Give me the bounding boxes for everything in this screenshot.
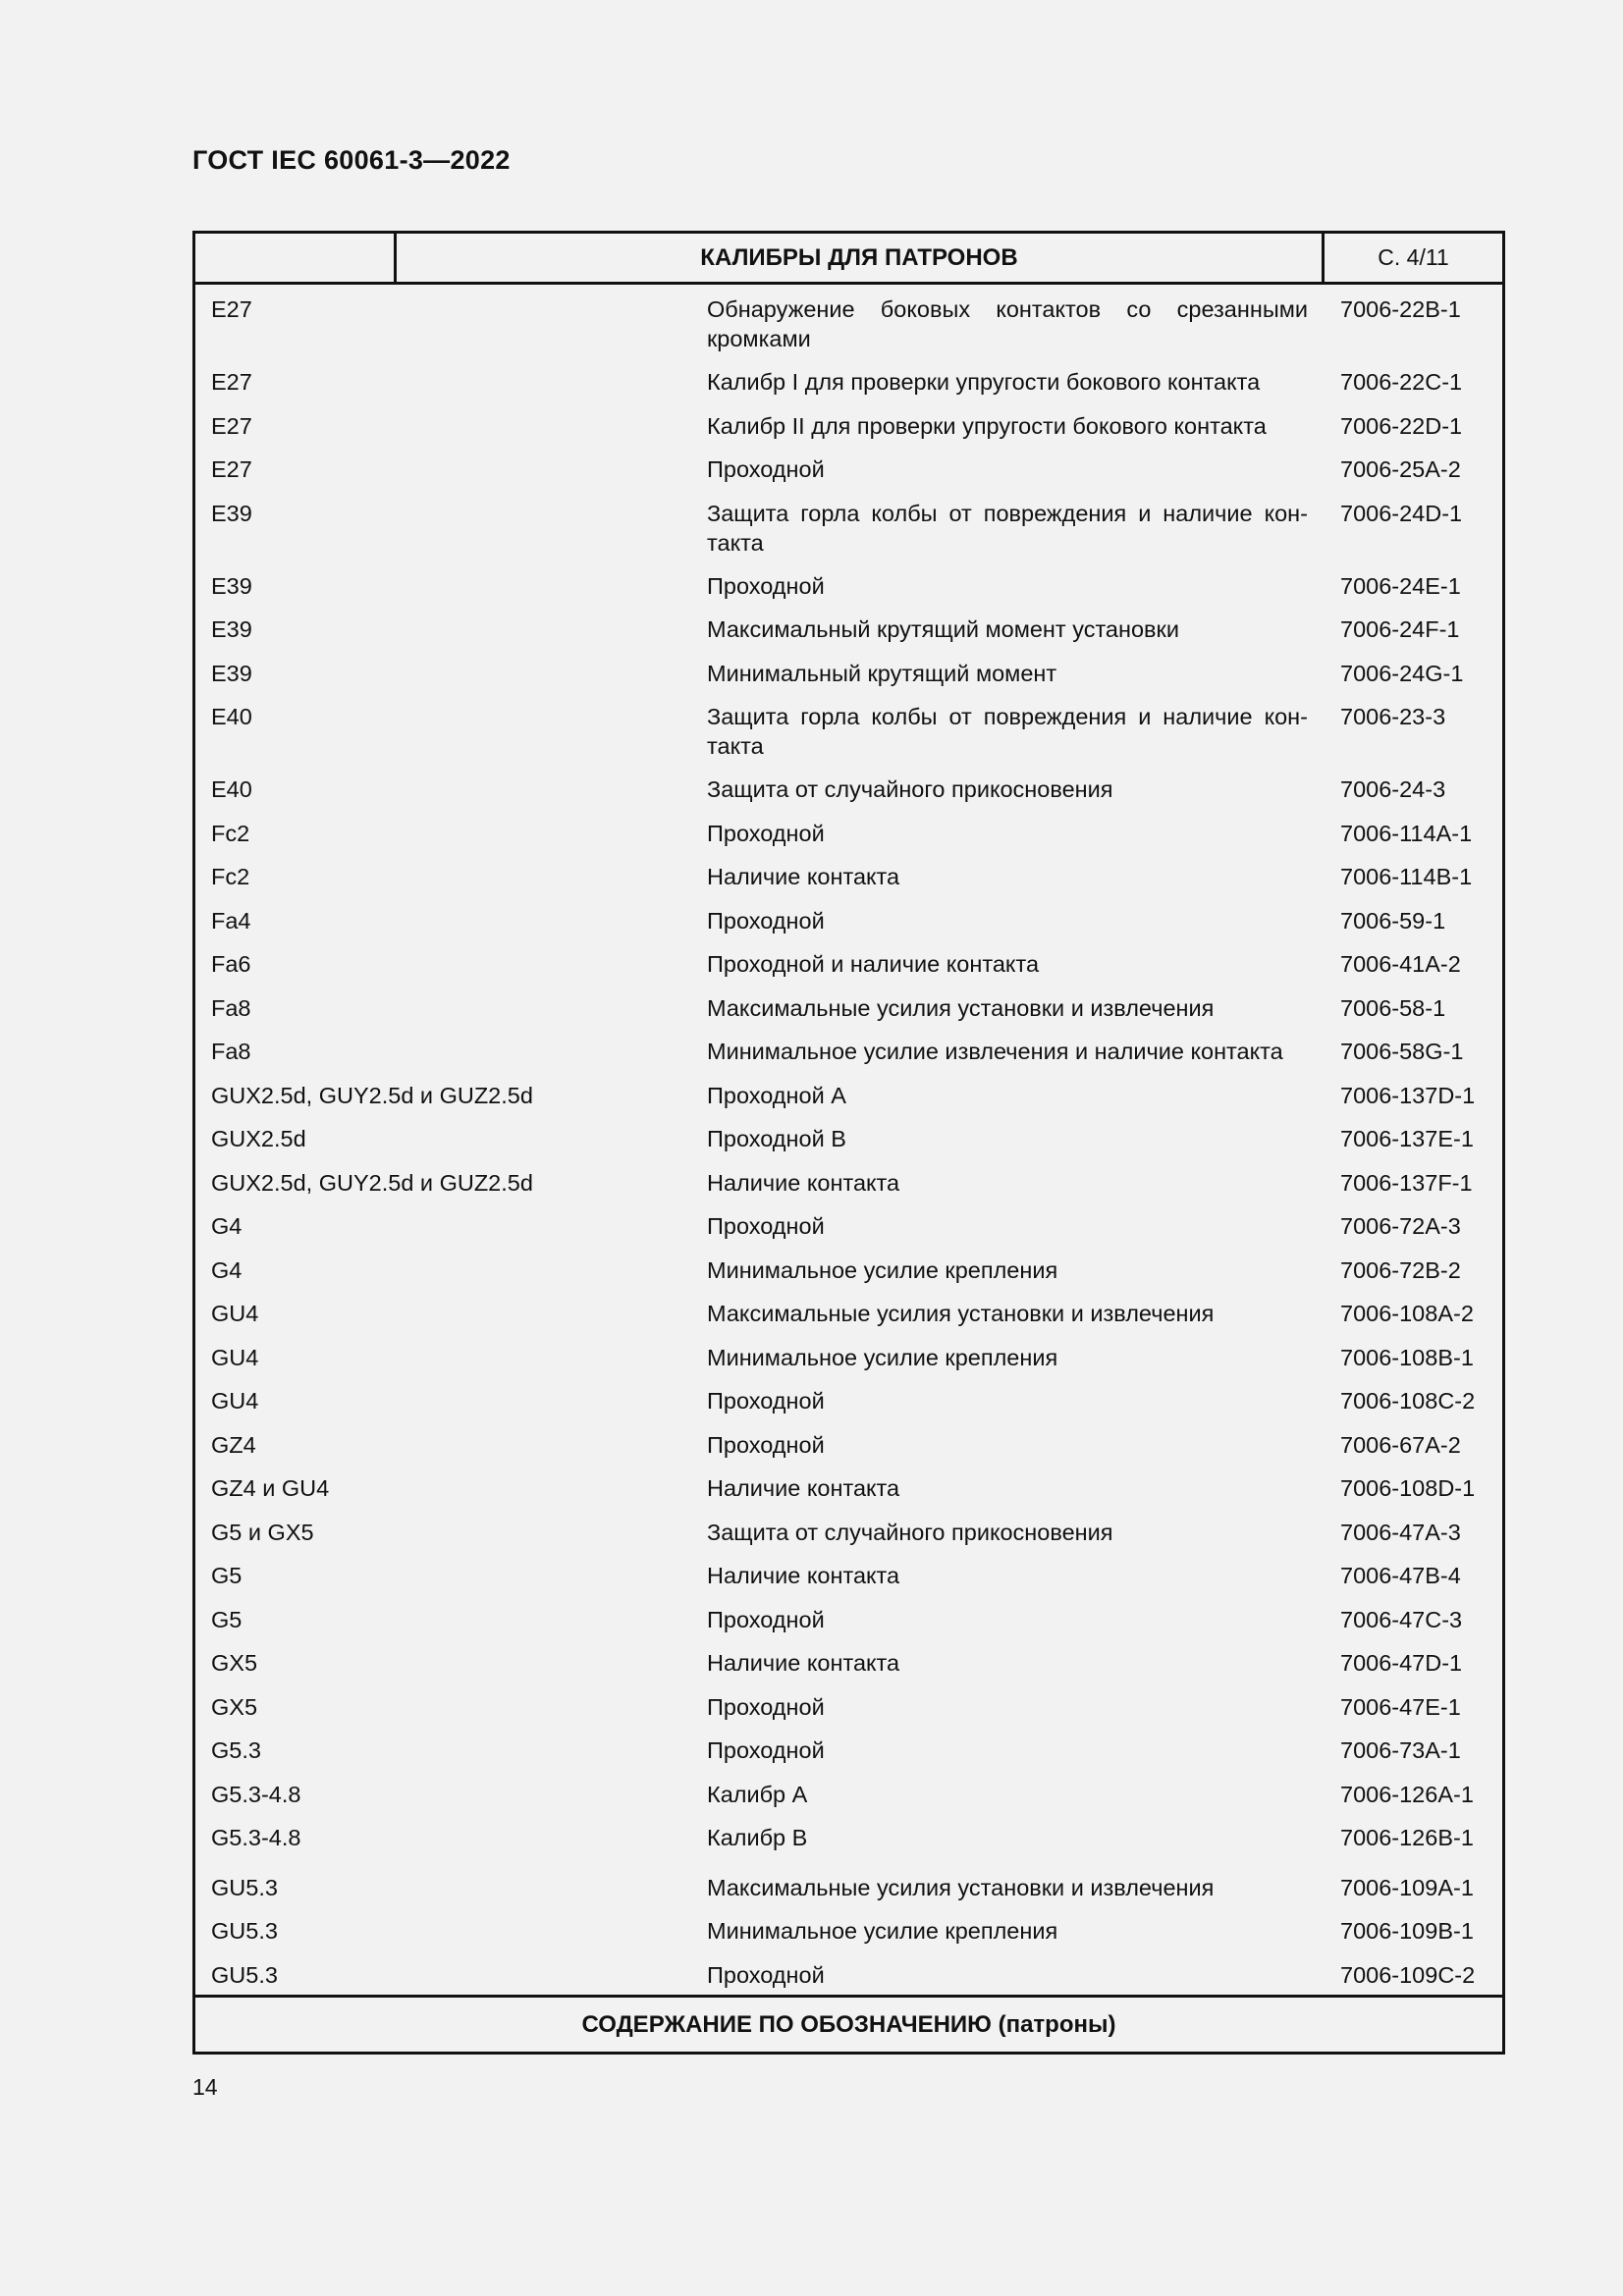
cap-designation: GU4: [211, 1301, 259, 1326]
sheet-code: 7006-47E-1: [1340, 1693, 1461, 1720]
cap-designation: E39: [211, 616, 252, 642]
sheet-code: 7006-47D-1: [1340, 1650, 1463, 1676]
cap-designation: E27: [211, 369, 252, 395]
sheet-code: 7006-108C-2: [1340, 1388, 1476, 1414]
table-row: [195, 862, 1502, 906]
table-row: [195, 1124, 1502, 1168]
table-row: [195, 1473, 1502, 1518]
description-line: Защита от случайного прикосновения: [707, 1519, 1113, 1545]
cap-designation: G4: [211, 1256, 243, 1283]
sheet-code: 7006-126B-1: [1340, 1825, 1474, 1850]
description-line: Защита горла колбы от повреждения и наличие кон-: [707, 704, 1308, 729]
sheet-code: 7006-24F-1: [1340, 616, 1460, 642]
table-row: [195, 367, 1502, 411]
cap-designation: GZ4 и GU4: [211, 1475, 330, 1501]
gauges-table: [192, 231, 1505, 2055]
table-row: [195, 454, 1502, 499]
sheet-code: 7006-22D-1: [1340, 412, 1463, 439]
sheet-code: 7006-23-3: [1340, 704, 1446, 729]
description-line: Проходной: [707, 1388, 825, 1414]
cap-designation: G4: [211, 1213, 243, 1239]
description-line: Максимальный крутящий момент установки: [707, 616, 1179, 642]
table-row: [195, 1037, 1502, 1081]
description-line: Проходной: [707, 456, 825, 482]
cap-designation: E40: [211, 704, 252, 729]
sheet-code: 7006-114A-1: [1340, 820, 1473, 846]
cap-designation: GUX2.5d: [211, 1126, 306, 1151]
table-row: [195, 1916, 1502, 1960]
cap-designation: GX5: [211, 1693, 258, 1720]
table-row: [195, 774, 1502, 819]
cap-designation: GU4: [211, 1344, 259, 1370]
description-line: Минимальное усилие крепления: [707, 1918, 1058, 1944]
sheet-code: 7006-59-1: [1340, 907, 1446, 934]
header-sheet: С. 4/11: [1378, 244, 1449, 270]
table-row: [195, 993, 1502, 1038]
cap-designation: G5.3: [211, 1737, 261, 1763]
table-row: [195, 1873, 1502, 1917]
table-row: [195, 1386, 1502, 1430]
sheet-code: 7006-58-1: [1340, 994, 1446, 1021]
cap-designation: GX5: [211, 1650, 258, 1676]
sheet-code: 7006-72B-2: [1340, 1256, 1461, 1283]
cap-designation: G5.3-4.8: [211, 1781, 301, 1807]
cap-designation: Fa8: [211, 994, 251, 1021]
cap-designation: GUX2.5d, GUY2.5d и GUZ2.5d: [211, 1169, 533, 1196]
cap-designation: E39: [211, 660, 252, 686]
table-row: [195, 1343, 1502, 1387]
cap-designation: GUX2.5d, GUY2.5d и GUZ2.5d: [211, 1082, 533, 1108]
cap-designation: E27: [211, 412, 252, 439]
description-line: Наличие контакта: [707, 1169, 900, 1196]
sheet-code: 7006-109C-2: [1340, 1961, 1476, 1988]
description-line: Проходной: [707, 1431, 825, 1458]
cap-designation: G5: [211, 1563, 243, 1588]
cap-designation: G5 и GX5: [211, 1519, 314, 1545]
description-line: Проходной: [707, 1693, 825, 1720]
description-line-continued: кромками: [707, 326, 811, 351]
description-line: Наличие контакта: [707, 1563, 900, 1588]
sheet-code: 7006-108A-2: [1340, 1301, 1474, 1326]
description-line: Проходной: [707, 820, 825, 846]
description-line: Проходной: [707, 1961, 825, 1988]
table-row: [195, 906, 1502, 950]
description-line: Минимальный крутящий момент: [707, 660, 1057, 686]
description-line: Максимальные усилия установки и извлечения: [707, 994, 1215, 1021]
cap-designation: GZ4: [211, 1431, 256, 1458]
sheet-code: 7006-47C-3: [1340, 1606, 1463, 1632]
description-line: Калибр I для проверки упругости бокового контакта: [707, 369, 1261, 395]
cap-designation: E40: [211, 776, 252, 802]
sheet-code: 7006-24E-1: [1340, 572, 1461, 599]
sheet-code: 7006-67A-2: [1340, 1431, 1461, 1458]
sheet-code: 7006-72A-3: [1340, 1213, 1461, 1239]
table-row: [195, 1780, 1502, 1824]
table-row: [195, 702, 1502, 774]
cap-designation: E27: [211, 456, 252, 482]
description-line: Минимальное усилие извлечения и наличие контакта: [707, 1039, 1283, 1064]
table-row: [195, 949, 1502, 993]
table-body: [195, 285, 1502, 2003]
description-line: Максимальные усилия установки и извлечения: [707, 1874, 1215, 1900]
table-row: [195, 571, 1502, 615]
sheet-code: 7006-114B-1: [1340, 864, 1473, 889]
sheet-code: 7006-47A-3: [1340, 1519, 1461, 1545]
table-row: [195, 1299, 1502, 1343]
table-row: [195, 1081, 1502, 1125]
table-header: [195, 234, 1502, 285]
description-line: Наличие контакта: [707, 1650, 900, 1676]
cap-designation: GU5.3: [211, 1961, 278, 1988]
sheet-code: 7006-58G-1: [1340, 1039, 1464, 1064]
table-row: [195, 1692, 1502, 1736]
table-row: [195, 499, 1502, 571]
sheet-code: 7006-22C-1: [1340, 369, 1463, 395]
cap-designation: GU5.3: [211, 1874, 278, 1900]
description-line: Проходной: [707, 1737, 825, 1763]
cap-designation: Fa6: [211, 951, 251, 977]
sheet-code: 7006-126A-1: [1340, 1781, 1474, 1807]
sheet-code: 7006-22B-1: [1340, 296, 1461, 322]
description-line: Наличие контакта: [707, 864, 900, 889]
sheet-code: 7006-73A-1: [1340, 1737, 1461, 1763]
cap-designation: G5.3-4.8: [211, 1825, 301, 1850]
cap-designation: Fa8: [211, 1039, 251, 1064]
table-row: [195, 411, 1502, 455]
description-line: Максимальные усилия установки и извлечения: [707, 1301, 1215, 1326]
description-line: Проходной А: [707, 1082, 846, 1108]
sheet-code: 7006-137E-1: [1340, 1126, 1474, 1151]
description-line: Минимальное усилие крепления: [707, 1256, 1058, 1283]
table-row: [195, 614, 1502, 659]
table-row: [195, 1168, 1502, 1212]
sheet-code: 7006-24G-1: [1340, 660, 1464, 686]
sheet-code: 7006-41A-2: [1340, 951, 1461, 977]
sheet-code: 7006-109A-1: [1340, 1874, 1474, 1900]
cap-designation: E39: [211, 500, 252, 526]
header-empty-cell: [195, 234, 397, 282]
sheet-code: 7006-24D-1: [1340, 500, 1463, 526]
description-line: Проходной: [707, 1606, 825, 1632]
sheet-code: 7006-47B-4: [1340, 1563, 1461, 1588]
table-row: [195, 1735, 1502, 1780]
description-line: Наличие контакта: [707, 1475, 900, 1501]
description-line: Проходной: [707, 572, 825, 599]
cap-designation: G5: [211, 1606, 243, 1632]
description-line: Защита от случайного прикосновения: [707, 776, 1113, 802]
description-line-continued: такта: [707, 733, 764, 759]
cap-designation: E27: [211, 296, 252, 322]
description-line: Защита горла колбы от повреждения и наличие кон-: [707, 500, 1308, 526]
cap-designation: Fc2: [211, 820, 250, 846]
cap-designation: GU5.3: [211, 1918, 278, 1944]
description-line: Обнаружение боковых контактов со срезанными: [707, 296, 1308, 322]
table-row: [195, 1518, 1502, 1562]
description-line-continued: такта: [707, 529, 764, 556]
table-row: [195, 819, 1502, 863]
description-line: Проходной и наличие контакта: [707, 951, 1040, 977]
sheet-code: 7006-109B-1: [1340, 1918, 1474, 1944]
table-row: [195, 294, 1502, 367]
cap-designation: Fc2: [211, 864, 250, 889]
table-row: [195, 1255, 1502, 1300]
description-line: Калибр А: [707, 1781, 808, 1807]
sheet-code: 7006-25A-2: [1340, 456, 1461, 482]
description-line: Проходной: [707, 1213, 825, 1239]
description-line: Минимальное усилие крепления: [707, 1344, 1058, 1370]
cap-designation: Fa4: [211, 907, 251, 934]
table-row: [195, 1823, 1502, 1867]
sheet-code: 7006-108D-1: [1340, 1475, 1476, 1501]
cap-designation: GU4: [211, 1388, 259, 1414]
sheet-code: 7006-137F-1: [1340, 1169, 1473, 1196]
document-title: ГОСТ IEC 60061-3—2022: [192, 145, 511, 175]
cap-designation: E39: [211, 572, 252, 599]
page-number: 14: [192, 2074, 218, 2100]
sheet-code: 7006-24-3: [1340, 776, 1446, 802]
table-row: [195, 659, 1502, 703]
table-footer: СОДЕРЖАНИЕ ПО ОБОЗНАЧЕНИЮ (патроны): [195, 1995, 1502, 2052]
table-row: [195, 1605, 1502, 1649]
sheet-code: 7006-137D-1: [1340, 1082, 1476, 1108]
description-line: Проходной В: [707, 1126, 846, 1151]
header-title: КАЛИБРЫ ДЛЯ ПАТРОНОВ: [397, 234, 1325, 282]
sheet-code: 7006-108B-1: [1340, 1344, 1474, 1370]
table-row: [195, 1430, 1502, 1474]
description-line: Проходной: [707, 907, 825, 934]
description-line: Калибр В: [707, 1825, 808, 1850]
description-line: Калибр II для проверки упругости бокового контакта: [707, 412, 1267, 439]
table-row: [195, 1561, 1502, 1605]
table-row: [195, 1211, 1502, 1255]
table-row: [195, 1648, 1502, 1692]
